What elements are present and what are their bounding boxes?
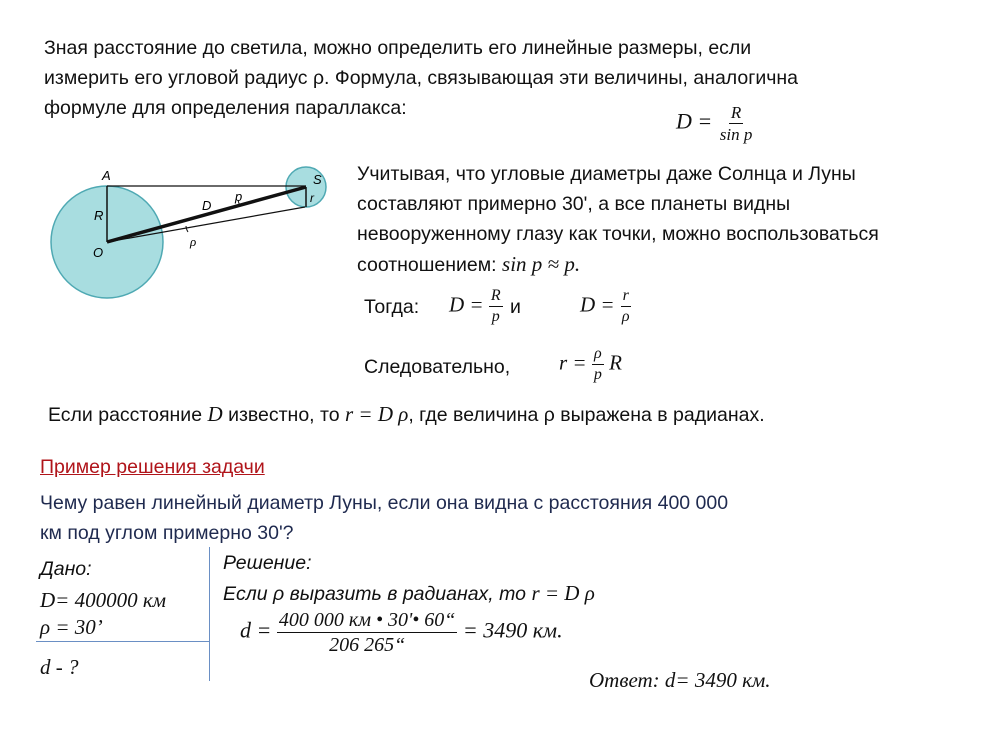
therefore-den: p bbox=[593, 366, 602, 383]
solution-line-1 bbox=[223, 578, 595, 609]
label-p: p bbox=[235, 189, 243, 204]
distance-p1: Если расстояние bbox=[48, 404, 203, 426]
then-f2-den: ρ bbox=[621, 308, 630, 325]
given-divider-vertical bbox=[209, 547, 210, 681]
example-question-1: Чему равен линейный диаметр Луны, если она видна с расстояния 400 000 bbox=[40, 492, 729, 514]
formula-main-num: R bbox=[730, 103, 742, 122]
note-line-4 bbox=[357, 249, 580, 280]
label-D: D bbox=[202, 198, 212, 213]
then-f1-lhs: D = bbox=[449, 292, 484, 317]
approx-formula: sin p ≈ p. bbox=[502, 252, 581, 276]
label-R: R bbox=[94, 208, 104, 223]
therefore-formula bbox=[559, 346, 622, 383]
note-line-3: невооруженному глазу как точки, можно воспользоваться bbox=[357, 223, 879, 245]
label-r: r bbox=[310, 191, 314, 205]
distance-D: D bbox=[207, 402, 223, 426]
therefore-rhs: R bbox=[609, 350, 622, 375]
label-O: O bbox=[93, 245, 104, 260]
then-formula-1 bbox=[449, 288, 503, 325]
label-S: S bbox=[313, 172, 322, 187]
given-title: Дано: bbox=[40, 558, 92, 580]
therefore-num: ρ bbox=[592, 346, 604, 365]
then-f2-lhs: D = bbox=[580, 292, 615, 317]
given-D: D= 400000 км bbox=[40, 588, 167, 612]
distance-line bbox=[48, 399, 765, 430]
angle-arc-rho bbox=[186, 226, 188, 232]
distance-p2: известно, то bbox=[228, 404, 340, 426]
then-f1-num: R bbox=[489, 288, 503, 307]
label-A: A bbox=[102, 168, 111, 183]
parallax-diagram bbox=[40, 160, 340, 315]
formula-main-lhs: D = bbox=[676, 108, 713, 134]
calc-rhs: = 3490 км. bbox=[462, 617, 563, 643]
solution-calculation bbox=[240, 610, 563, 655]
example-heading: Пример решения задачи bbox=[40, 456, 265, 478]
given-rho: ρ = 30’ bbox=[40, 615, 103, 639]
solution-line-1-formula: r = D ρ bbox=[531, 581, 595, 605]
formula-main-den: sin p bbox=[719, 125, 753, 144]
then-f2-num: r bbox=[621, 288, 631, 307]
then-f1-den: p bbox=[491, 308, 500, 325]
label-rho: ρ bbox=[190, 234, 197, 249]
solution-line-1-text: Если ρ выразить в радианах, то bbox=[223, 583, 527, 605]
answer: Ответ: d= 3490 км. bbox=[589, 668, 771, 692]
then-formula-2 bbox=[580, 288, 632, 325]
then-label: Тогда: bbox=[364, 296, 420, 318]
solution-title: Решение: bbox=[223, 552, 312, 574]
distance-p3: , где величина ρ выражена в радианах. bbox=[408, 404, 765, 426]
intro-line-3: формуле для определения параллакса: bbox=[44, 97, 407, 119]
calc-num: 400 000 км • 30'• 60“ bbox=[278, 609, 456, 631]
formula-main bbox=[676, 104, 754, 143]
calc-lhs: d = bbox=[240, 617, 272, 643]
then-conj: и bbox=[510, 296, 521, 318]
given-find: d - ? bbox=[40, 655, 79, 679]
distance-formula: r = D ρ bbox=[345, 402, 409, 426]
note-line-2: составляют примерно 30', а все планеты видны bbox=[357, 193, 791, 215]
calc-den: 206 265“ bbox=[329, 634, 406, 656]
intro-line-1: Зная расстояние до светила, можно определить его линейные размеры, если bbox=[44, 37, 752, 59]
intro-line-2: измерить его угловой радиус ρ. Формула, связывающая эти величины, аналогична bbox=[44, 67, 799, 89]
note-line-1: Учитывая, что угловые диаметры даже Солнца и Луны bbox=[357, 163, 856, 185]
therefore-label: Следовательно, bbox=[364, 356, 511, 378]
note-line-4-text: соотношением: bbox=[357, 254, 497, 276]
therefore-lhs: r = bbox=[559, 350, 587, 375]
example-question-2: км под углом примерно 30'? bbox=[40, 522, 294, 544]
